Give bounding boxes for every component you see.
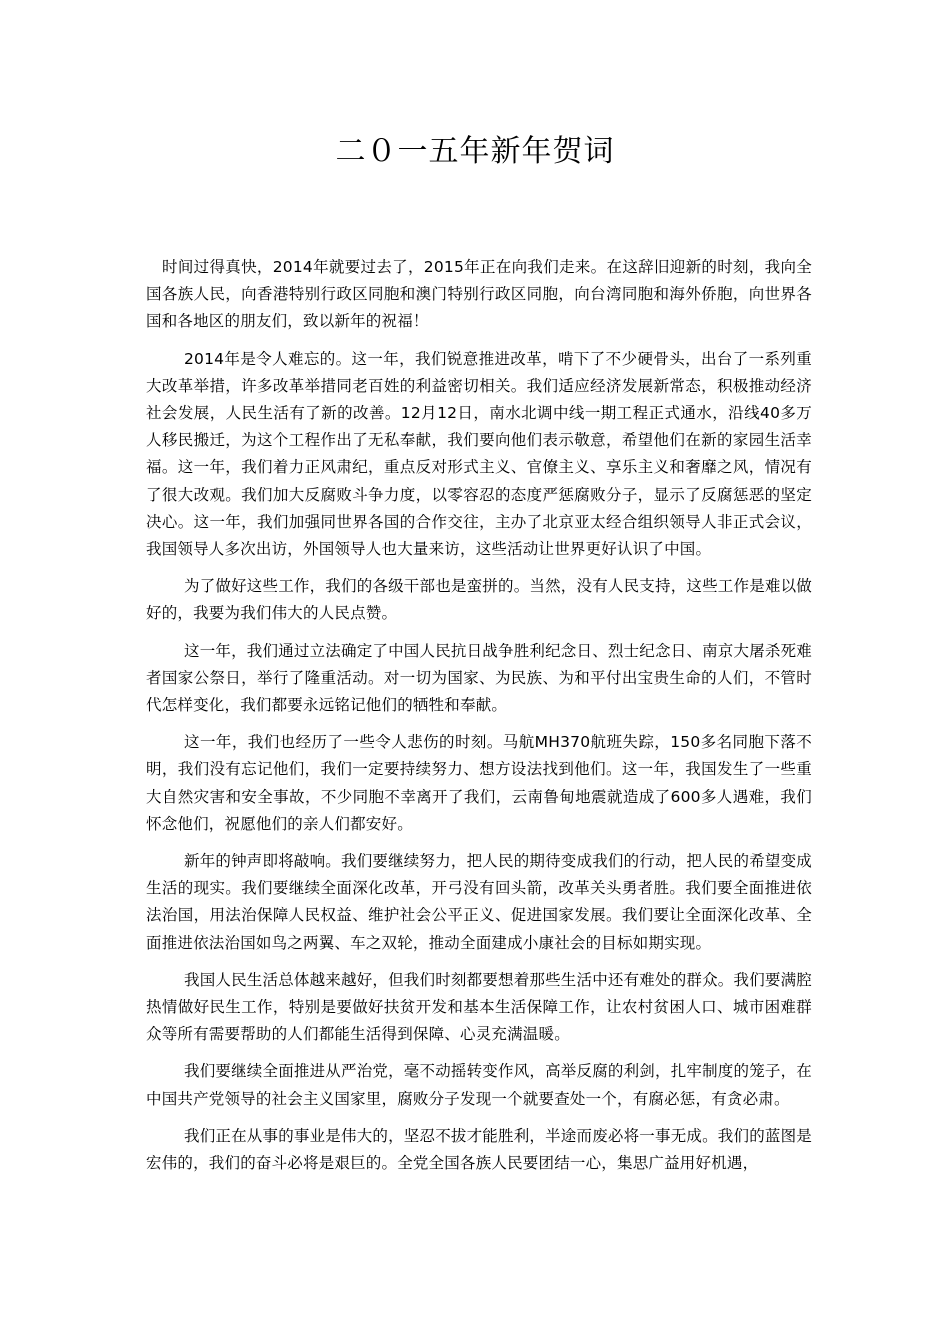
paragraph-livelihood: 我国人民生活总体越来越好，但我们时刻都要想着那些生活中还有难处的群众。我们要满腔热情做好民生工作，特别是要做好扶贫开发和基本生活保障工作，让农村贫困人口、城市困难群众等所有需要帮助的人们都能生活得到保障、心灵充满温暖。 (146, 970, 813, 1044)
paragraph-greeting: 时间过得真快，2014年就要过去了，2015年正在向我们走来。在这辞旧迎新的时刻，我向全国各族人民，向香港特别行政区同胞和澳门特别行政区同胞，向台湾同胞和海外侨胞，向世界各国和各地区的朋友们，致以新年的祝福！ (146, 258, 812, 331)
paragraph-memorial-days: 这一年，我们通过立法确定了中国人民抗日战争胜利纪念日、烈士纪念日、南京大屠杀死难者国家公祭日，举行了隆重活动。对一切为国家、为民族、为和平付出宝贵生命的人们，不管时代怎样变化，我们都要永远铭记他们的牺牲和奉献。 (146, 641, 813, 715)
document-title: 二０一五年新年贺词 (335, 134, 615, 169)
paragraph-2014-review: 2014年是令人难忘的。这一年，我们锐意推进改革，啃下了不少硬骨头，出台了一系列重大改革举措，许多改革举措同老百姓的利益密切相关。我们适应经济发展新常态，积极推动经济社会发展，人民生活有了新的改善。12月12日，南水北调中线一期工程正式通水，沿线40多万人移民搬迁，为这个工程作出了无私奉献，我们要向他们表示敬意，希望他们在新的家园生活幸福。这一年，我们着力正风肃纪，重点反对形式主义、官僚主义、享乐主义和奢靡之风，情况有了很大改观。我们加大反腐败斗争力度，以零容忍的态度严惩腐败分子，显示了反腐惩恶的坚定决心。这一年，我们加强同世界各国的合作交往，主办了北京亚太经合组织领导人非正式会议，我国领导人多次出访，外国领导人也大量来访，这些活动让世界更好认识了中国。 (146, 349, 812, 559)
paragraph-sad-moments: 这一年，我们也经历了一些令人悲伤的时刻。马航MH370航班失踪，150多名同胞下落不明，我们没有忘记他们，我们一定要持续努力、想方设法找到他们。这一年，我国发生了一些重大自然灾害和安全事故，不少同胞不幸离开了我们，云南鲁甸地震就造成了600多人遇难，我们怀念他们，祝愿他们的亲人们都安好。 (146, 733, 812, 833)
paragraph-new-year-reform: 新年的钟声即将敲响。我们要继续努力，把人民的期待变成我们的行动，把人民的希望变成生活的现实。我们要继续全面深化改革，开弓没有回头箭，改革关头勇者胜。我们要全面推进依法治国，用法治保障人民权益、维护社会公平正义、促进国家发展。我们要让全面深化改革、全面推进依法治国如鸟之两翼、车之双轮，推动全面建成小康社会的目标如期实现。 (146, 852, 813, 952)
paragraph-closing: 我们正在从事的事业是伟大的，坚忍不拔才能胜利，半途而废必将一事无成。我们的蓝图是宏伟的，我们的奋斗必将是艰巨的。全党全国各族人民要团结一心，集思广益用好机遇， (146, 1126, 813, 1173)
document-body (146, 254, 812, 1187)
paragraph-cadres-praise: 为了做好这些工作，我们的各级干部也是蛮拼的。当然，没有人民支持，这些工作是难以做好的，我要为我们伟大的人民点赞。 (146, 577, 813, 623)
paragraph-party-discipline: 我们要继续全面推进从严治党，毫不动摇转变作风，高举反腐的利剑，扎牢制度的笼子，在中国共产党领导的社会主义国家里，腐败分子发现一个就要查处一个，有腐必惩，有贪必肃。 (146, 1062, 813, 1108)
